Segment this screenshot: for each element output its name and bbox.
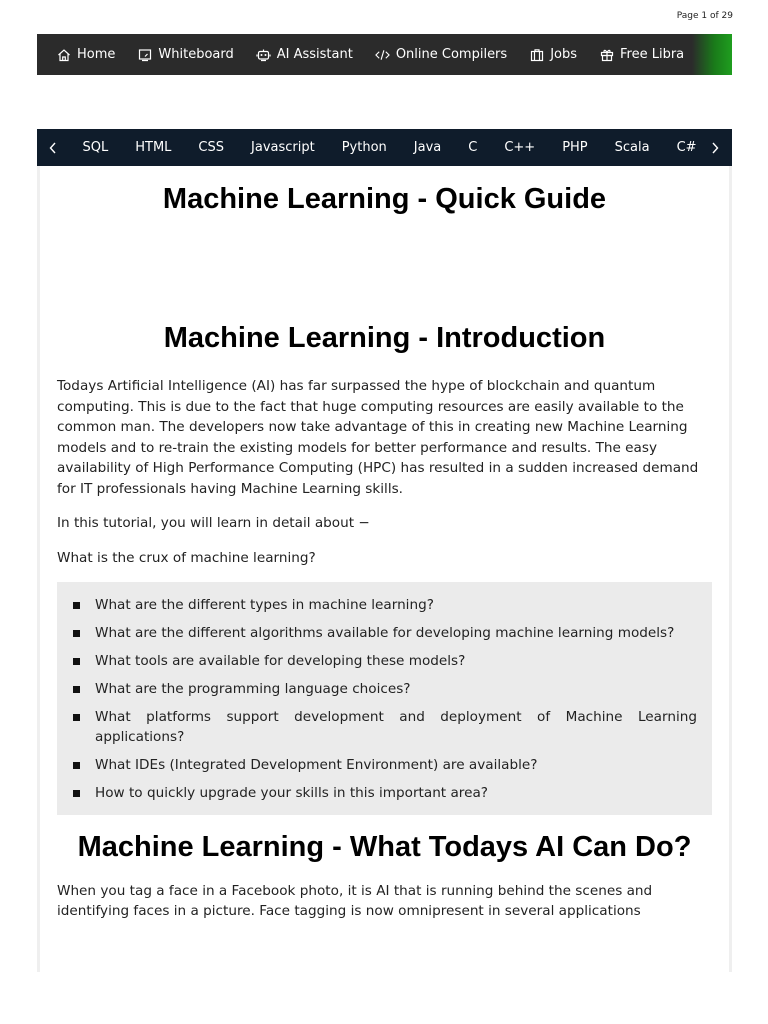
nav-item-label: Online Compilers xyxy=(395,47,508,62)
nav-item-whiteboard[interactable] xyxy=(126,47,244,62)
tab-sql[interactable]: SQL xyxy=(82,140,109,155)
topics-list-box xyxy=(57,582,712,815)
nav-item-label: AI Assistant xyxy=(276,47,353,62)
robot-icon xyxy=(256,47,271,62)
square-bullet-icon xyxy=(73,790,80,797)
tab-c[interactable]: C xyxy=(468,140,478,155)
nav-item-free-library[interactable] xyxy=(588,47,695,62)
nav-item-label: Free Libra xyxy=(620,47,685,62)
briefcase-icon xyxy=(529,47,544,62)
list-item: What IDEs (Integrated Development Environment) are available? xyxy=(72,755,697,775)
list-item: How to quickly upgrade your skills in this important area? xyxy=(72,783,697,803)
square-bullet-icon xyxy=(73,714,80,721)
tab-php[interactable]: PHP xyxy=(562,140,588,155)
tab-scala[interactable]: Scala xyxy=(614,140,650,155)
list-item: What are the programming language choices? xyxy=(72,679,697,699)
list-item: What are the different algorithms available for developing machine learning models? xyxy=(72,623,697,643)
intro-paragraph: Todays Artificial Intelligence (AI) has far surpassed the hype of blockchain and quantum computing. This is due to the fact that huge computing resources are easily available to the common man. The developers now take advantage of this in creating new Machine Learning models and to re-train the existing models for better performance and results. The easy availability of High Performance Computing (HPC) has resulted in a sudden increased demand for IT professionals having Machine Learning skills. xyxy=(57,378,699,497)
square-bullet-icon xyxy=(73,602,80,609)
list-item: What tools are available for developing these models? xyxy=(72,651,697,671)
square-bullet-icon xyxy=(73,686,80,693)
nav-item-online-compilers[interactable] xyxy=(364,47,518,62)
section-heading-what-ai-can-do: Machine Learning - What Todays AI Can Do? xyxy=(77,830,692,863)
tab-cpp[interactable]: C++ xyxy=(504,140,536,155)
page-counter: Page 1 of 29 xyxy=(676,11,733,21)
square-bullet-icon xyxy=(73,658,80,665)
learn-intro-text: In this tutorial, you will learn in detail about − xyxy=(57,514,370,531)
crux-question-text: What is the crux of machine learning? xyxy=(57,550,316,567)
tab-csharp[interactable]: C# xyxy=(676,140,697,155)
article-content xyxy=(37,166,732,972)
topics-list xyxy=(72,595,697,803)
tab-css[interactable]: CSS xyxy=(198,140,225,155)
section-heading-introduction: Machine Learning - Introduction xyxy=(163,322,606,354)
chevron-right-icon[interactable] xyxy=(698,129,732,166)
square-bullet-icon xyxy=(73,630,80,637)
tab-html[interactable]: HTML xyxy=(135,140,172,155)
nav-item-label: Jobs xyxy=(550,47,577,62)
home-icon xyxy=(56,47,71,62)
whiteboard-icon xyxy=(137,47,152,62)
nav-item-jobs[interactable] xyxy=(518,47,588,62)
tab-python[interactable]: Python xyxy=(341,140,387,155)
language-tabs-bar xyxy=(37,129,732,166)
nav-item-label: Whiteboard xyxy=(158,47,234,62)
code-icon xyxy=(375,47,390,62)
chevron-left-icon[interactable] xyxy=(37,129,69,166)
square-bullet-icon xyxy=(73,762,80,769)
cando-paragraph: When you tag a face in a Facebook photo, it is AI that is running behind the scenes and identifying faces in a picture. Face tagging is now omnipresent in several applications xyxy=(57,882,653,920)
nav-scroll-fade xyxy=(692,34,732,75)
tab-javascript[interactable]: Javascript xyxy=(251,140,315,155)
list-item: What platforms support development and deployment of Machine Learning applications? xyxy=(72,707,697,747)
tab-java[interactable]: Java xyxy=(413,140,442,155)
nav-item-ai-assistant[interactable] xyxy=(245,47,364,62)
page-title: Machine Learning - Quick Guide xyxy=(162,183,607,215)
top-navigation-bar xyxy=(37,34,732,75)
nav-item-label: Home xyxy=(77,47,116,62)
gift-icon xyxy=(599,47,614,62)
nav-item-home[interactable] xyxy=(37,47,126,62)
list-item: What are the different types in machine learning? xyxy=(72,595,697,615)
